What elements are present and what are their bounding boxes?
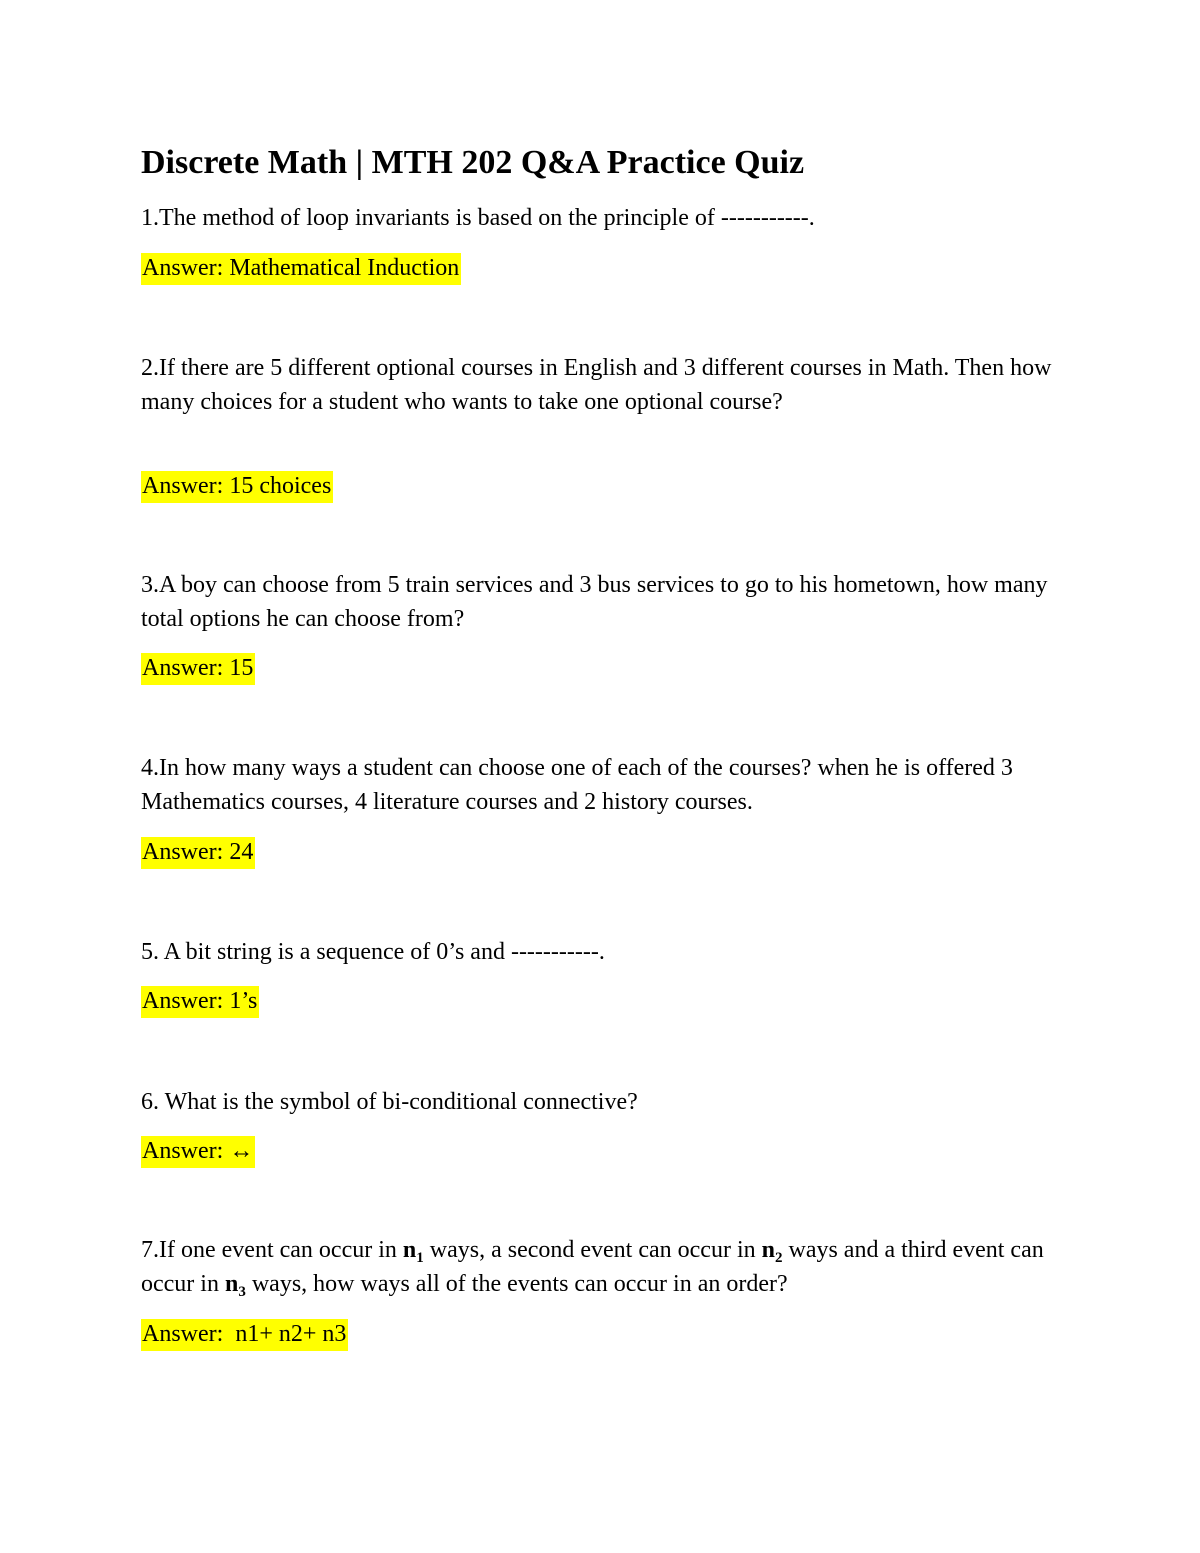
question-7-text-3: ways and a third event can occur in [141, 1237, 1044, 1297]
variable-n1: $n_1$ [402, 1237, 424, 1266]
answer-3 [141, 651, 255, 685]
answer-5 [141, 984, 259, 1018]
answer-6-highlight: Answer: ↔ [141, 1136, 255, 1168]
question-7-text-4: ways, how ways all of the events can occur in an order? [245, 1271, 788, 1297]
variable-n3: $n_3$ [224, 1271, 246, 1300]
answer-6 [141, 1134, 255, 1168]
question-6: 6. What is the symbol of bi-conditional connective? [141, 1089, 638, 1115]
answer-2 [141, 469, 333, 503]
document-title: Discrete Math | MTH 202 Q&A Practice Quiz [141, 144, 805, 181]
question-1: 1.The method of loop invariants is based on the principle of -----------. [141, 205, 815, 231]
question-3: 3.A boy can choose from 5 train services and 3 bus services to go to his hometown, how many total options he can choose from? [141, 572, 1048, 632]
question-4: 4.In how many ways a student can choose one of each of the courses? when he is offered 3 Mathematics courses, 4 literature courses and 2 history courses. [141, 755, 1013, 815]
answer-4 [141, 835, 255, 869]
question-7-text-2: ways, a second event can occur in [423, 1237, 762, 1263]
answer-3-highlight: Answer: 15 [141, 653, 255, 685]
question-2: 2.If there are 5 different optional courses in English and 3 different courses in Math. Then how many choices for a student who wants to take one optional course? [141, 355, 1052, 415]
answer-7 [141, 1317, 348, 1351]
answer-4-highlight: Answer: 24 [141, 837, 255, 869]
question-7-text-1: 7.If one event can occur in [141, 1237, 403, 1263]
answer-5-highlight: Answer: 1’s [141, 986, 259, 1018]
answer-1-highlight: Answer: Mathematical Induction [141, 253, 461, 285]
answer-7-highlight: Answer: n1+ n2+ n3 [141, 1319, 348, 1351]
variable-n2: $n_2$ [761, 1237, 783, 1266]
question-7 [141, 1233, 1081, 1301]
answer-2-highlight: Answer: 15 choices [141, 471, 333, 503]
answer-1 [141, 251, 461, 285]
question-5: 5. A bit string is a sequence of 0’s and -----------. [141, 939, 605, 965]
